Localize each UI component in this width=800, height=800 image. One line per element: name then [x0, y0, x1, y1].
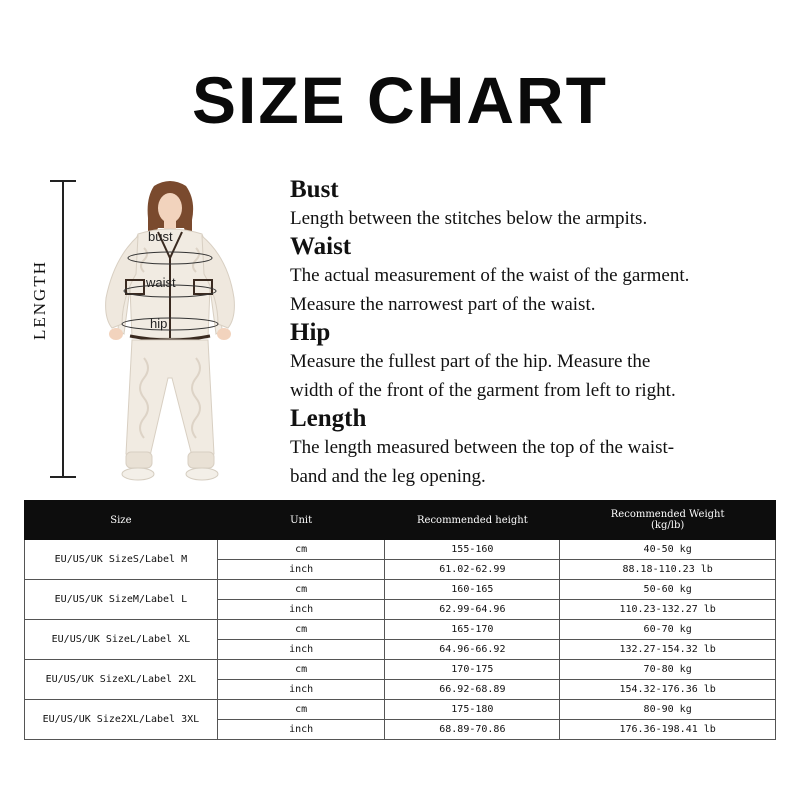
term-length: Length	[290, 405, 367, 432]
header-size: Size	[25, 501, 218, 540]
unit-cell: cm	[217, 660, 385, 680]
hip-desc-line: Measure the fullest part of the hip. Measure the	[290, 351, 651, 372]
bust-label: bust	[148, 229, 173, 244]
weight-cell: 154.32-176.36 lb	[560, 680, 776, 700]
header-unit: Unit	[217, 501, 385, 540]
bust-desc-line: Length between the stitches below the armpits.	[290, 208, 648, 229]
table-row	[25, 540, 776, 560]
height-cell: 165-170	[385, 620, 560, 640]
length-desc-line: band and the leg opening.	[290, 466, 486, 487]
unit-cell: inch	[217, 560, 385, 580]
weight-cell: 60-70 kg	[560, 620, 776, 640]
length-desc-line: The length measured between the top of the waist-	[290, 437, 675, 458]
height-cell: 68.89-70.86	[385, 720, 560, 740]
length-label: LENGTH	[30, 260, 49, 340]
hip-label: hip	[150, 316, 168, 331]
term-hip: Hip	[290, 319, 331, 346]
size-cell: EU/US/UK SizeS/Label M	[25, 540, 218, 580]
waist-desc-line: Measure the narrowest part of the waist.	[290, 294, 596, 315]
page-title: SIZE CHART	[192, 63, 608, 137]
ruler-cap-bottom	[50, 476, 76, 478]
waist-label: waist	[146, 275, 176, 290]
header-weight-unit: (kg/lb)	[651, 520, 685, 531]
table-row	[25, 660, 776, 680]
unit-cell: inch	[217, 600, 385, 620]
unit-cell: cm	[217, 540, 385, 560]
weight-cell: 70-80 kg	[560, 660, 776, 680]
weight-cell: 40-50 kg	[560, 540, 776, 560]
weight-cell: 132.27-154.32 lb	[560, 640, 776, 660]
unit-cell: inch	[217, 720, 385, 740]
weight-cell: 50-60 kg	[560, 580, 776, 600]
size-cell: EU/US/UK SizeXL/Label 2XL	[25, 660, 218, 700]
header-weight	[560, 501, 776, 540]
waist-desc-line: The actual measurement of the waist of the garment.	[290, 265, 690, 286]
unit-cell: inch	[217, 640, 385, 660]
weight-cell: 110.23-132.27 lb	[560, 600, 776, 620]
weight-cell: 88.18-110.23 lb	[560, 560, 776, 580]
ruler-cap-top	[50, 180, 76, 182]
table-row	[25, 580, 776, 600]
header-height: Recommended height	[385, 501, 560, 540]
size-cell: EU/US/UK SizeM/Label L	[25, 580, 218, 620]
height-cell: 155-160	[385, 540, 560, 560]
table-row	[25, 620, 776, 640]
height-cell: 175-180	[385, 700, 560, 720]
height-cell: 170-175	[385, 660, 560, 680]
measurement-descriptions	[290, 176, 790, 491]
unit-cell: cm	[217, 700, 385, 720]
weight-cell: 80-90 kg	[560, 700, 776, 720]
height-cell: 64.96-66.92	[385, 640, 560, 660]
model-figure	[92, 178, 252, 488]
unit-cell: cm	[217, 620, 385, 640]
weight-cell: 176.36-198.41 lb	[560, 720, 776, 740]
unit-cell: cm	[217, 580, 385, 600]
term-bust: Bust	[290, 176, 339, 203]
size-cell: EU/US/UK Size2XL/Label 3XL	[25, 700, 218, 740]
height-cell: 62.99-64.96	[385, 600, 560, 620]
size-table	[24, 500, 776, 740]
hip-desc-line: width of the front of the garment from left to right.	[290, 380, 676, 401]
model-illustration	[92, 178, 252, 488]
table-row	[25, 700, 776, 720]
height-cell: 66.92-68.89	[385, 680, 560, 700]
height-cell: 61.02-62.99	[385, 560, 560, 580]
size-cell: EU/US/UK SizeL/Label XL	[25, 620, 218, 660]
unit-cell: inch	[217, 680, 385, 700]
height-cell: 160-165	[385, 580, 560, 600]
term-waist: Waist	[290, 233, 352, 260]
table-header-row	[25, 501, 776, 540]
length-ruler	[62, 180, 64, 478]
header-weight-title: Recommended Weight	[610, 509, 725, 520]
